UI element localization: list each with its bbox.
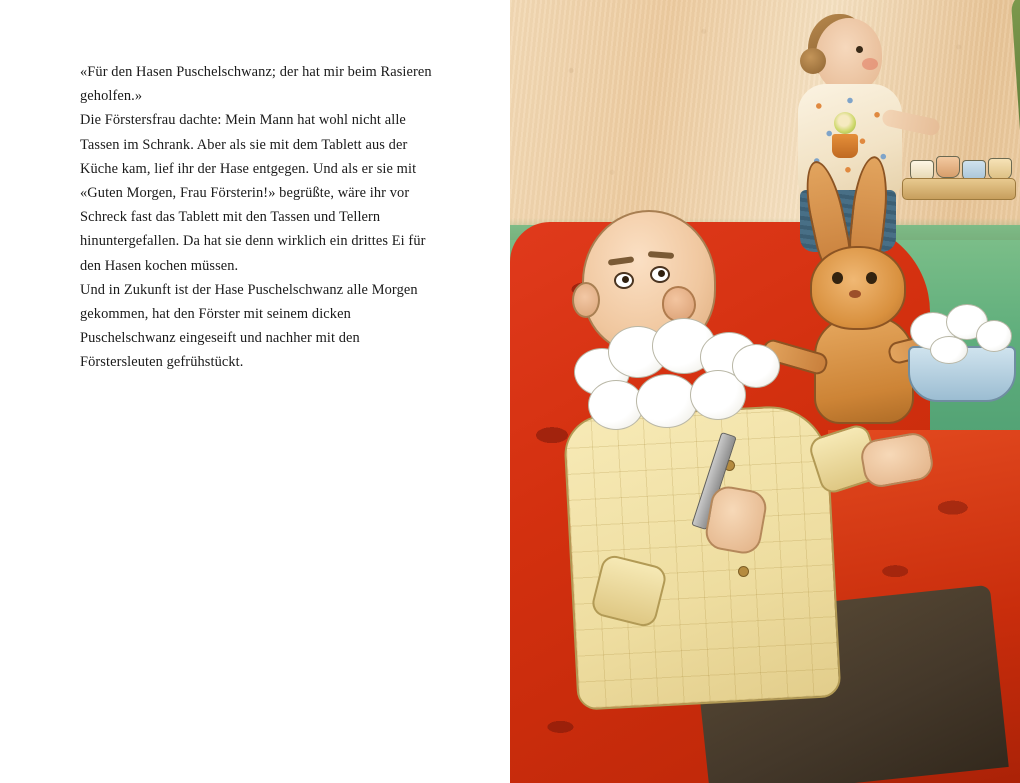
forester-pupil-right	[658, 270, 665, 277]
flower-pot	[832, 134, 858, 158]
forester-ear	[572, 282, 600, 318]
rabbit-body	[814, 316, 914, 424]
paragraph-2: Die Förstersfrau dachte: Mein Mann hat wohl nicht alle Tassen im Schrank. Aber als sie mit dem Tablett aus der Küche kam, lief ihr der Hase entgegen. Und als er sie mit «Guten Morgen, Frau Försterin!» begrüßte, wäre ihr vor Schreck fast das Tablett mit den Tassen und Tellern hinuntergefallen. Da hat sie denn wirklich ein drittes Ei für den Hasen kochen müssen.	[80, 112, 426, 274]
shaving-foam-beard	[574, 318, 784, 438]
rabbit-eye-right	[866, 272, 877, 284]
illustration	[510, 0, 1020, 783]
paragraph-3: Und in Zukunft ist der Hase Puschelschwanz alle Morgen gekommen, hat den Förster mit seinem dicken Puschelschwanz eingeseift und nachher mit den Förstersleuten gefrühstückt.	[80, 281, 418, 371]
wife-cheek	[862, 58, 878, 70]
wife-hair-bun	[800, 48, 826, 74]
wife-eye	[856, 46, 863, 53]
beard-foam-6	[636, 374, 698, 428]
cup-4	[988, 158, 1012, 180]
foam-blob-3	[976, 320, 1012, 352]
illustration-page	[510, 0, 1020, 783]
shirt-button-3	[738, 566, 749, 577]
flower-bloom	[834, 112, 856, 134]
forester-shirt	[562, 403, 841, 710]
rabbit-eye-left	[832, 272, 843, 284]
forester-pupil-left	[622, 276, 629, 283]
foam-blob-4	[930, 336, 968, 364]
paragraph-1: «Für den Hasen Puschelschwanz; der hat mir beim Rasieren geholfen.»	[80, 64, 432, 105]
rabbit-nose	[849, 290, 861, 298]
beard-foam-8	[732, 344, 780, 388]
forester-nose	[662, 286, 696, 322]
wife-head	[816, 18, 882, 92]
story-text-block	[80, 60, 440, 375]
flower-pot-group	[830, 112, 860, 158]
rabbit-head	[810, 246, 906, 330]
